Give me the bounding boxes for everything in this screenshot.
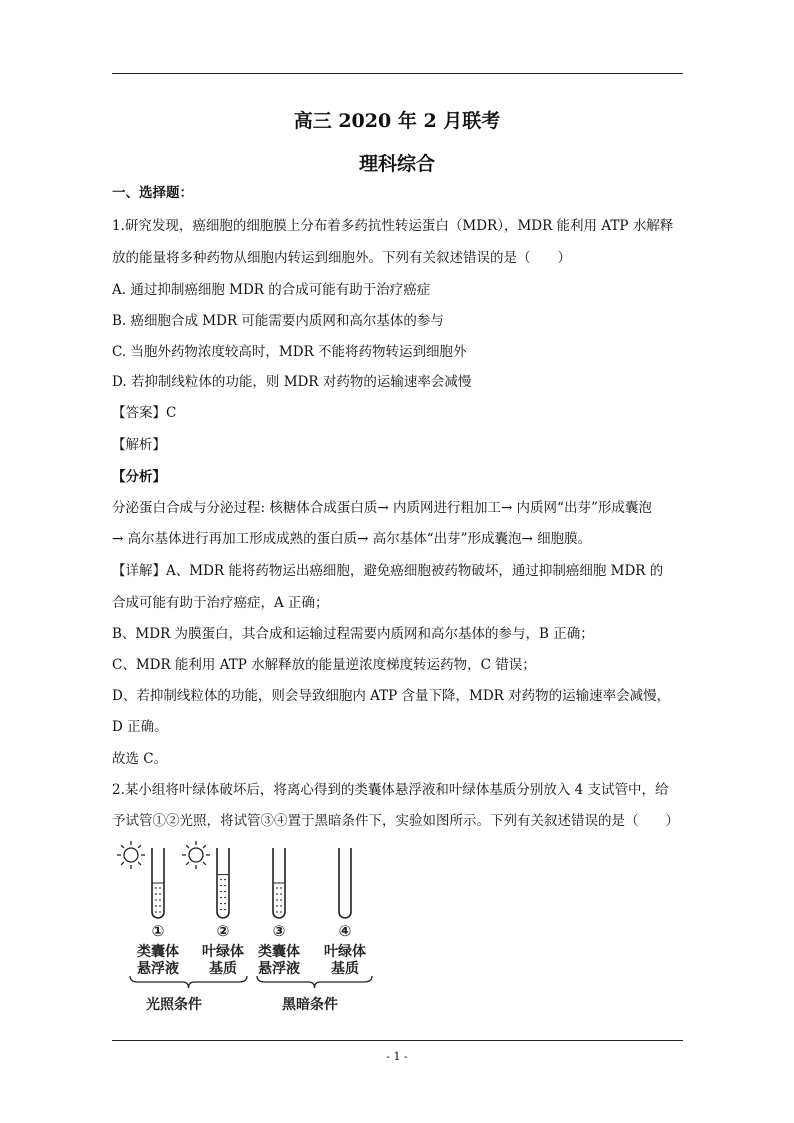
q1-detail-d2: D 正确。: [112, 719, 168, 735]
q2-stem-line1: 2.某小组将叶绿体破坏后，将离心得到的类囊体悬浮液和叶绿体基质分别放入 4 支试管中，给: [112, 782, 669, 798]
tube-number: ②: [216, 922, 230, 940]
q1-detail-d1: D、若抑制线粒体的功能，则会导致细胞内 ATP 含量下降，MDR 对药物的运输速率会减慢，: [112, 688, 671, 704]
liquid-level: [274, 883, 284, 917]
liquid-level: [153, 883, 163, 917]
q1-detail-b: B、MDR 为膜蛋白，其合成和运输过程需要内质网和高尔基体的参与，B 正确；: [112, 626, 594, 642]
section-heading: 一、选择题：: [112, 185, 193, 201]
q1-fenxi-line2: → 高尔基体进行再加工形成成熟的蛋白质→ 高尔基体“出芽”形成囊泡→ 细胞膜。: [112, 531, 592, 547]
q1-fenxi-line1: 分泌蛋白合成与分泌过程: 核糖体合成蛋白质→ 内质网进行粗加工→ 内质网“出芽”形成囊泡: [112, 500, 652, 516]
tube-label-line1: 叶绿体: [202, 944, 244, 960]
q1-detail-c: C、MDR 能利用 ATP 水解释放的能量逆浓度梯度转运药物，C 错误；: [112, 657, 536, 673]
liquid-level: [218, 875, 228, 917]
tube-label-line2: 悬浮液: [258, 961, 300, 977]
q1-answer: 【答案】C: [112, 405, 177, 421]
q1-conclusion: 故选 C。: [112, 751, 168, 767]
sun-icon: [182, 841, 210, 869]
q1-option-a: A. 通过抑制癌细胞 MDR 的合成可能有助于治疗癌症: [112, 282, 431, 298]
sun-icon: [117, 841, 145, 869]
tube-1: [117, 841, 179, 977]
tube-label-line2: 基质: [331, 961, 359, 977]
group-dark-label: 黑暗条件: [282, 997, 338, 1013]
test-tube-icon: [217, 848, 229, 918]
experiment-figure: [112, 838, 392, 1018]
footer-rule: [112, 1040, 683, 1041]
page-subtitle: 理科综合: [358, 153, 435, 175]
q2-stem-line2: 予试管①②光照，将试管③④置于黑暗条件下，实验如图所示。下列有关叙述错误的是（ ）: [112, 813, 679, 829]
tube-2: [182, 841, 244, 977]
q1-stem-line2: 放的能量将多种药物从细胞内转运到细胞外。下列有关叙述错误的是（ ）: [112, 250, 571, 266]
group-light-label: 光照条件: [146, 997, 202, 1013]
q1-stem-line1: 1.研究发现，癌细胞的细胞膜上分布着多药抗性转运蛋白（MDR），MDR 能利用 ATP 水解释: [112, 218, 674, 234]
page-number: - 1 -: [386, 1050, 408, 1063]
brace-light: [130, 976, 247, 988]
q1-option-b: B. 癌细胞合成 MDR 可能需要内质网和高尔基体的参与: [112, 313, 444, 329]
header-rule: [112, 73, 683, 74]
tube-4: [324, 848, 366, 977]
q1-detail-line2: 合成可能有助于治疗癌症，A 正确；: [112, 595, 329, 611]
page-title: 高三 2020 年 2 月联考: [293, 110, 501, 132]
tube-number: ③: [272, 922, 286, 940]
q1-detail-line1: 【详解】A、MDR 能将药物运出癌细胞，避免癌细胞被药物破坏，通过抑制癌细胞 MDR 的: [112, 563, 664, 579]
tube-3: [258, 848, 300, 977]
tube-label-line2: 基质: [209, 961, 237, 977]
test-tube-icon: [339, 848, 351, 918]
tube-label-line2: 悬浮液: [137, 961, 179, 977]
tube-label-line1: 类囊体: [137, 944, 179, 960]
q1-option-c: C. 当胞外药物浓度较高时，MDR 不能将药物转运到细胞外: [112, 344, 467, 360]
q1-fenxi-label: 【分析】: [112, 469, 166, 485]
brace-dark: [257, 976, 372, 988]
q1-analysis-label: 【解析】: [112, 437, 166, 453]
q1-option-d: D. 若抑制线粒体的功能，则 MDR 对药物的运输速率会减慢: [112, 374, 472, 390]
tube-number: ④: [338, 922, 352, 940]
tube-number: ①: [151, 922, 165, 940]
tube-label-line1: 类囊体: [258, 944, 300, 960]
tube-label-line1: 叶绿体: [324, 944, 366, 960]
